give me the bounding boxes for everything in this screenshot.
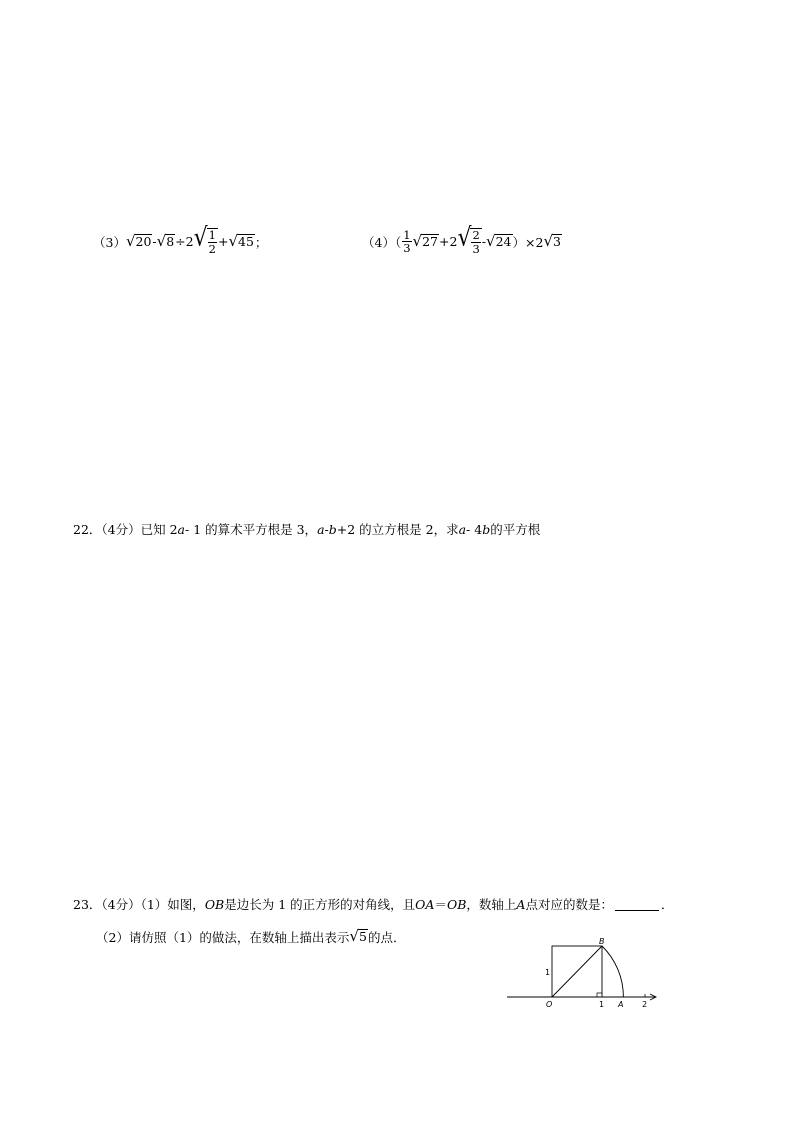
label-o: O [546, 1000, 553, 1009]
label-b: B [599, 938, 605, 946]
sqrt-two-thirds: √ $\frac{2}{3}$ [457, 223, 480, 256]
problem-3: （3） √ 20 - √ 8 ÷2 √ $\frac{1}{2}$ + √ 45 ； [93, 223, 268, 256]
sqrt-27: √ 27 [412, 231, 438, 250]
label-a: A [618, 1000, 624, 1009]
fraction-one-third: $\frac{1}{3}$ [403, 227, 411, 256]
question-23: 23．（4分）（1）如图， OB 是边长为 1 的正方形的对角线，且 OA ＝ OB ，数轴上 A 点对应的数是： ． [73, 896, 674, 912]
right-angle-mark [597, 993, 602, 997]
sqrt-5: √ 5 [349, 927, 367, 946]
arc-b-to-a [602, 946, 623, 997]
number-line-figure [505, 938, 675, 1018]
diagonal-ob [552, 946, 602, 997]
sqrt-24: √ 24 [486, 231, 512, 250]
label-side-1: 1 [545, 968, 551, 977]
problem-3-label: （3） [93, 234, 126, 250]
sqrt-half: √ $\frac{1}{2}$ [193, 223, 216, 256]
problem-4-label: （4）（ [362, 234, 402, 250]
question-23-part-2: （2）请仿照（1）的做法，在数轴上描出表示 √ 5 的点． [96, 927, 406, 946]
label-1: 1 [599, 1000, 605, 1009]
sqrt-3: √ 3 [543, 231, 561, 250]
sqrt-8: √ 8 [156, 231, 175, 250]
answer-blank [615, 898, 659, 911]
sqrt-45: √ 45 [228, 231, 254, 250]
label-2: 2 [642, 1000, 648, 1009]
problem-4: （4）（ $\frac{1}{3}$ √ 27 +2 √ $\frac{2}{3}$ - √ 24 ）×2 √ 3 [362, 223, 561, 256]
question-22: 22．（4分）已知 2 a - 1 的算术平方根是 3， a - b +2 的立方根是 2，求 a - 4 b 的平方根 [73, 521, 541, 537]
sqrt-20: √ 20 [125, 231, 152, 250]
